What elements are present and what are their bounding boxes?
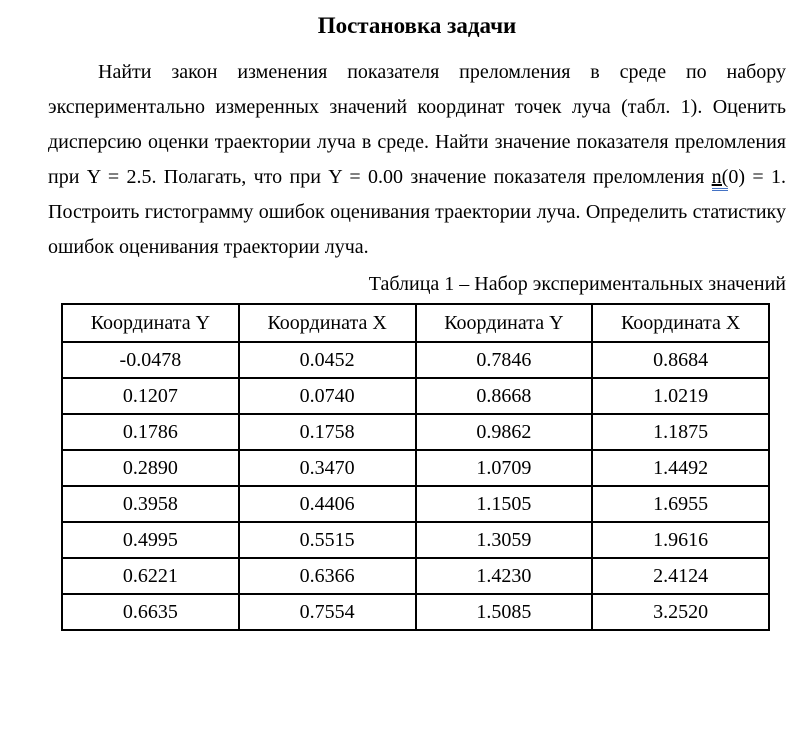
table-cell: 0.7846: [416, 342, 593, 378]
table-cell: 0.3958: [62, 486, 239, 522]
table-cell: 1.0219: [592, 378, 769, 414]
table-cell: 0.0452: [239, 342, 416, 378]
table-cell: 1.1505: [416, 486, 593, 522]
table-cell: 1.5085: [416, 594, 593, 630]
table-cell: 0.1786: [62, 414, 239, 450]
table-row: [62, 450, 769, 486]
table-cell: 1.4492: [592, 450, 769, 486]
table-row: [62, 594, 769, 630]
table-cell: 0.6635: [62, 594, 239, 630]
table-cell: 0.3470: [239, 450, 416, 486]
table-cell: 0.2890: [62, 450, 239, 486]
table-cell: 1.0709: [416, 450, 593, 486]
table-header-row: [62, 304, 769, 342]
table-cell: 0.8668: [416, 378, 593, 414]
table-cell: 0.4406: [239, 486, 416, 522]
page-title: Постановка задачи: [317, 13, 517, 38]
table-cell: 1.6955: [592, 486, 769, 522]
table-header: [62, 304, 769, 342]
paragraph-text-before: Найти закон изменения показателя преломления в среде по набору экспериментально измеренных значений координат точек луча (табл. 1). Оценить дисперсию оценки траектории луча в среде. Найти значение показателя преломления при Y = 2.5. Полагать, что при Y = 0.00 значение показателя преломления: [48, 61, 786, 188]
table-row: [62, 414, 769, 450]
table-cell: 0.6221: [62, 558, 239, 594]
table-row: [62, 558, 769, 594]
column-header: Координата Y: [62, 304, 239, 342]
grammar-checked-fragment: n(: [712, 166, 729, 191]
table-cell: 0.5515: [239, 522, 416, 558]
table-cell: 1.1875: [592, 414, 769, 450]
problem-statement-paragraph: [48, 55, 786, 265]
table-cell: 0.9862: [416, 414, 593, 450]
column-header: Координата Y: [416, 304, 593, 342]
table-cell: 0.6366: [239, 558, 416, 594]
table-cell: 2.4124: [592, 558, 769, 594]
table-row: [62, 486, 769, 522]
table-cell: 0.8684: [592, 342, 769, 378]
table-row: [62, 522, 769, 558]
table-cell: 1.9616: [592, 522, 769, 558]
table-cell: -0.0478: [62, 342, 239, 378]
table-cell: 3.2520: [592, 594, 769, 630]
table-cell: 0.1758: [239, 414, 416, 450]
table-cell: 0.0740: [239, 378, 416, 414]
table-row: [62, 378, 769, 414]
column-header: Координата X: [592, 304, 769, 342]
table-cell: 0.4995: [62, 522, 239, 558]
table-caption: Таблица 1 – Набор экспериментальных значений: [368, 273, 786, 295]
table-cell: 0.7554: [239, 594, 416, 630]
paragraph-text-after: 0) = 1. Построить гистограмму ошибок оценивания траектории луча. Определить статистику ошибок оценивания траектории луча.: [48, 166, 786, 258]
table-row: [62, 342, 769, 378]
table-cell: 1.3059: [416, 522, 593, 558]
table-body: [62, 342, 769, 630]
data-table: [61, 303, 770, 631]
table-cell: 0.1207: [62, 378, 239, 414]
column-header: Координата X: [239, 304, 416, 342]
table-cell: 1.4230: [416, 558, 593, 594]
